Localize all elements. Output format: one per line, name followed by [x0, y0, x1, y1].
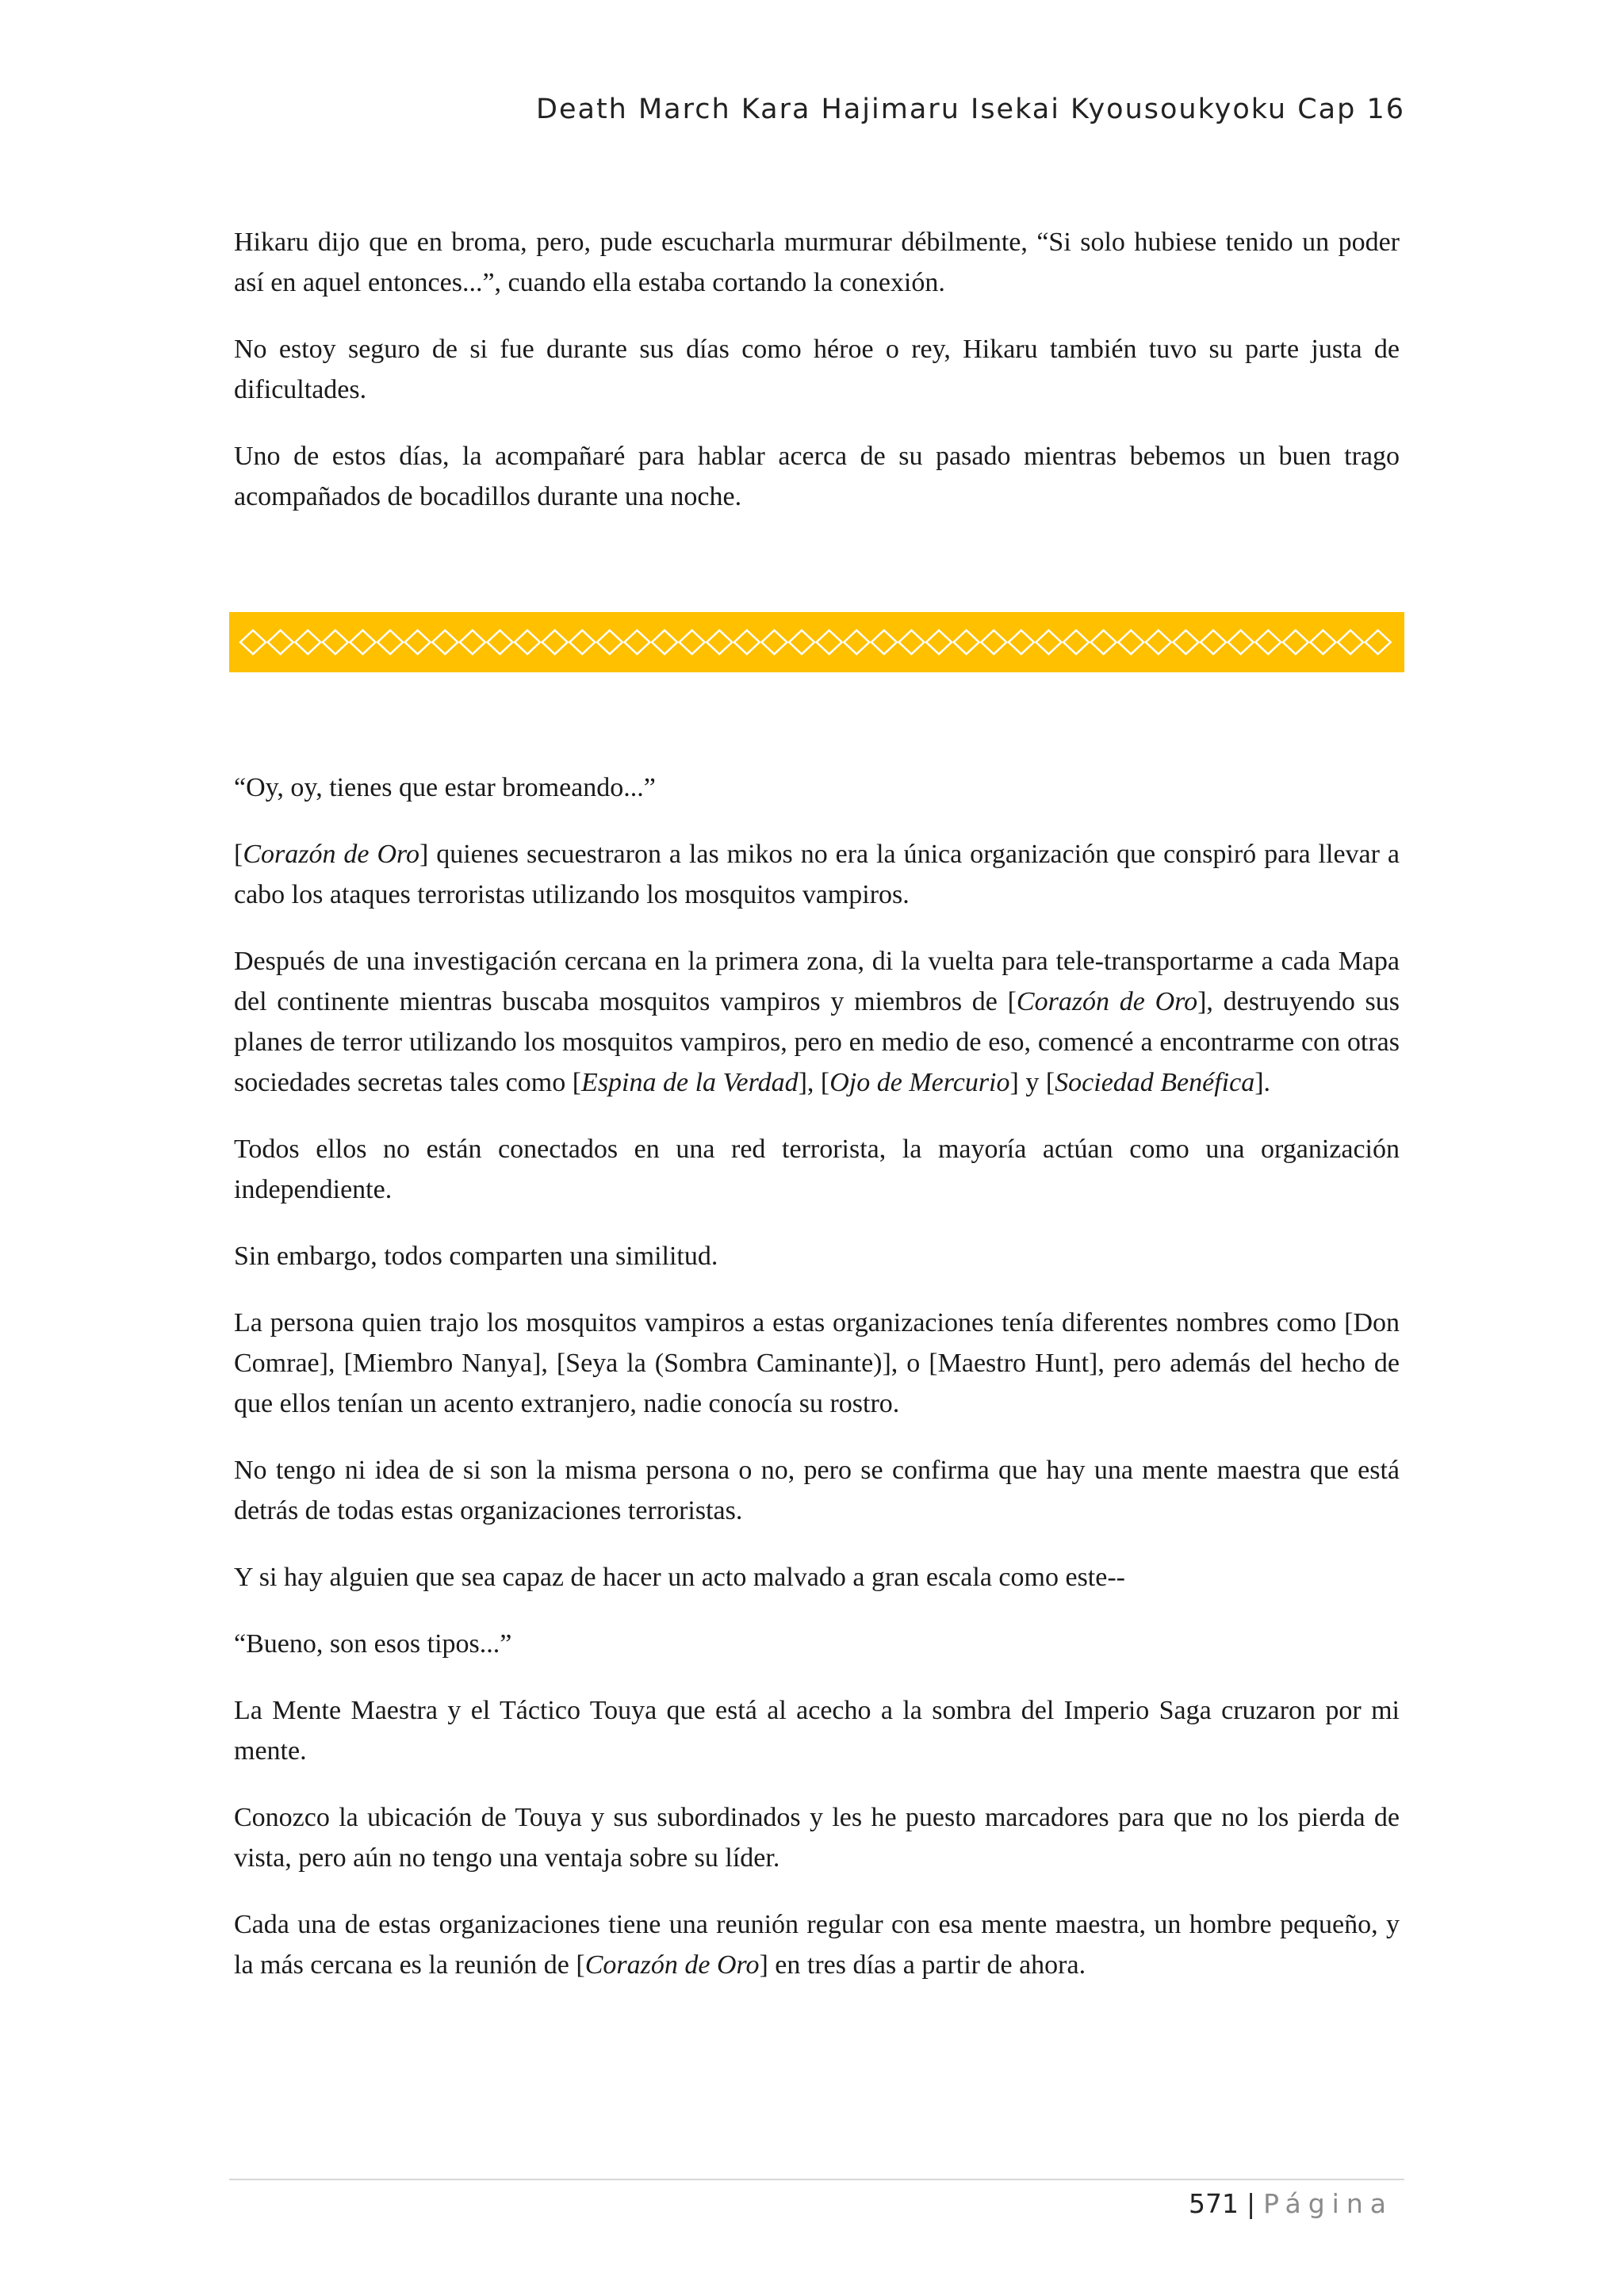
diamond-icon [1283, 630, 1308, 654]
diamond-icon [1173, 630, 1198, 654]
diamond-icon [1365, 630, 1391, 654]
diamond-icon [734, 630, 760, 654]
diamond-icon [871, 630, 897, 654]
diamond-icon [789, 630, 814, 654]
diamond-icon [515, 630, 540, 654]
diamond-icon [460, 630, 485, 654]
paragraph: La persona quien trajo los mosquitos vampiros a estas organizaciones tenía diferentes nombres como [Don Comrae], [Miembro Nanya], [Seya la (Sombra Caminante)], o [Maestro Hunt], pero además del hecho de que ellos tenían un acento extranjero, nadie conocía su rostro. [234, 1308, 1400, 1418]
paragraph: Después de una investigación cercana en la primera zona, di la vuelta para tele-transportarme a cada Mapa del continente mientras buscaba mosquitos vampiros y miembros de [Corazón de Oro], destruyendo sus planes de terror utilizando los mosquitos vampiros, pero en medio de eso, comencé a encontrarme con otras sociedades secretas tales como [Espina de la Verdad], [Ojo de Mercurio] y [Sociedad Benéfica]. [234, 947, 1400, 1097]
diamond-icon [761, 630, 787, 654]
paragraph: “Oy, oy, tienes que estar bromeando...” [234, 773, 656, 802]
diamond-icon [707, 630, 732, 654]
diamond-icon [1091, 630, 1116, 654]
paragraph: Todos ellos no están conectados en una red terrorista, la mayoría actúan como una organización independiente. [234, 1135, 1400, 1204]
org-name: Espina de la Verdad [581, 1068, 799, 1097]
paragraph: [Corazón de Oro] quienes secuestraron a las mikos no era la única organización que conspiró para llevar a cabo los ataques terroristas utilizando los mosquitos vampiros. [234, 840, 1400, 909]
page-number: 571 [1188, 2188, 1239, 2219]
org-name: Corazón de Oro [1016, 987, 1198, 1016]
org-name: Corazón de Oro [584, 1950, 760, 1980]
diamond-icon [981, 630, 1006, 654]
diamond-icon [817, 630, 842, 654]
diamond-icon [844, 630, 869, 654]
diamond-icon [1255, 630, 1281, 654]
diamond-icon [1063, 630, 1089, 654]
paragraph: Uno de estos días, la acompañaré para hablar acerca de su pasado mientras bebemos un buen trago acompañados de bocadillos durante una noche. [234, 442, 1400, 511]
diamond-icon [323, 630, 348, 654]
paragraph: Cada una de estas organizaciones tiene una reunión regular con esa mente maestra, un hombre pequeño, y la más cercana es la reunión de [Corazón de Oro] en tres días a partir de ahora. [234, 1910, 1400, 1980]
text-block-top [234, 222, 1400, 543]
paragraph: Y si hay alguien que sea capaz de hacer un acto malvado a gran escala como este-- [234, 1563, 1125, 1592]
diamond-icon [1201, 630, 1226, 654]
diamond-icon [624, 630, 649, 654]
paragraph: Sin embargo, todos comparten una similitud. [234, 1242, 718, 1271]
footer-divider [229, 2179, 1404, 2180]
org-name: Sociedad Benéfica [1055, 1068, 1255, 1097]
diamond-icon [1228, 630, 1254, 654]
diamond-icon [240, 630, 266, 654]
diamond-icon [597, 630, 622, 654]
section-divider-band [229, 612, 1404, 672]
diamond-icon [954, 630, 979, 654]
diamond-icon [898, 630, 924, 654]
diamond-icon [377, 630, 403, 654]
diamond-icon [1036, 630, 1061, 654]
paragraph: “Bueno, son esos tipos...” [234, 1629, 512, 1659]
page-footer [1189, 2188, 1393, 2219]
page-label: Página [1263, 2188, 1393, 2219]
diamond-pattern-icon [229, 612, 1404, 672]
diamond-icon [1146, 630, 1171, 654]
paragraph: No tengo ni idea de si son la misma persona o no, pero se confirma que hay una mente maestra que está detrás de todas estas organizaciones terroristas. [234, 1456, 1400, 1525]
paragraph: Hikaru dijo que en broma, pero, pude escucharla murmurar débilmente, “Si solo hubiese tenido un poder así en aquel entonces...”, cuando ella estaba cortando la conexión. [234, 228, 1400, 297]
diamond-icon [432, 630, 458, 654]
diamond-icon [926, 630, 952, 654]
org-name: Corazón de Oro [243, 840, 419, 869]
diamond-icon [405, 630, 431, 654]
text-block-main [234, 767, 1400, 2011]
diamond-icon [652, 630, 677, 654]
diamond-icon [487, 630, 512, 654]
diamond-icon [295, 630, 320, 654]
paragraph: La Mente Maestra y el Táctico Touya que está al acecho a la sombra del Imperio Saga cruzaron por mi mente. [234, 1696, 1400, 1766]
diamond-icon [350, 630, 375, 654]
diamond-icon [1338, 630, 1363, 654]
page-header-title: Death March Kara Hajimaru Isekai Kyousoukyoku Cap 16 [536, 94, 1405, 125]
diamond-icon [268, 630, 293, 654]
diamond-icon [542, 630, 568, 654]
paragraph: No estoy seguro de si fue durante sus días como héroe o rey, Hikaru también tuvo su parte justa de dificultades. [234, 335, 1400, 404]
org-name: Ojo de Mercurio [829, 1068, 1010, 1097]
diamond-icon [569, 630, 595, 654]
footer-separator: | [1246, 2188, 1256, 2219]
paragraph: Conozco la ubicación de Touya y sus subordinados y les he puesto marcadores para que no los pierda de vista, pero aún no tengo una ventaja sobre su líder. [234, 1803, 1400, 1873]
diamond-icon [1118, 630, 1143, 654]
diamond-icon [680, 630, 705, 654]
diamond-icon [1310, 630, 1335, 654]
diamond-icon [1009, 630, 1034, 654]
